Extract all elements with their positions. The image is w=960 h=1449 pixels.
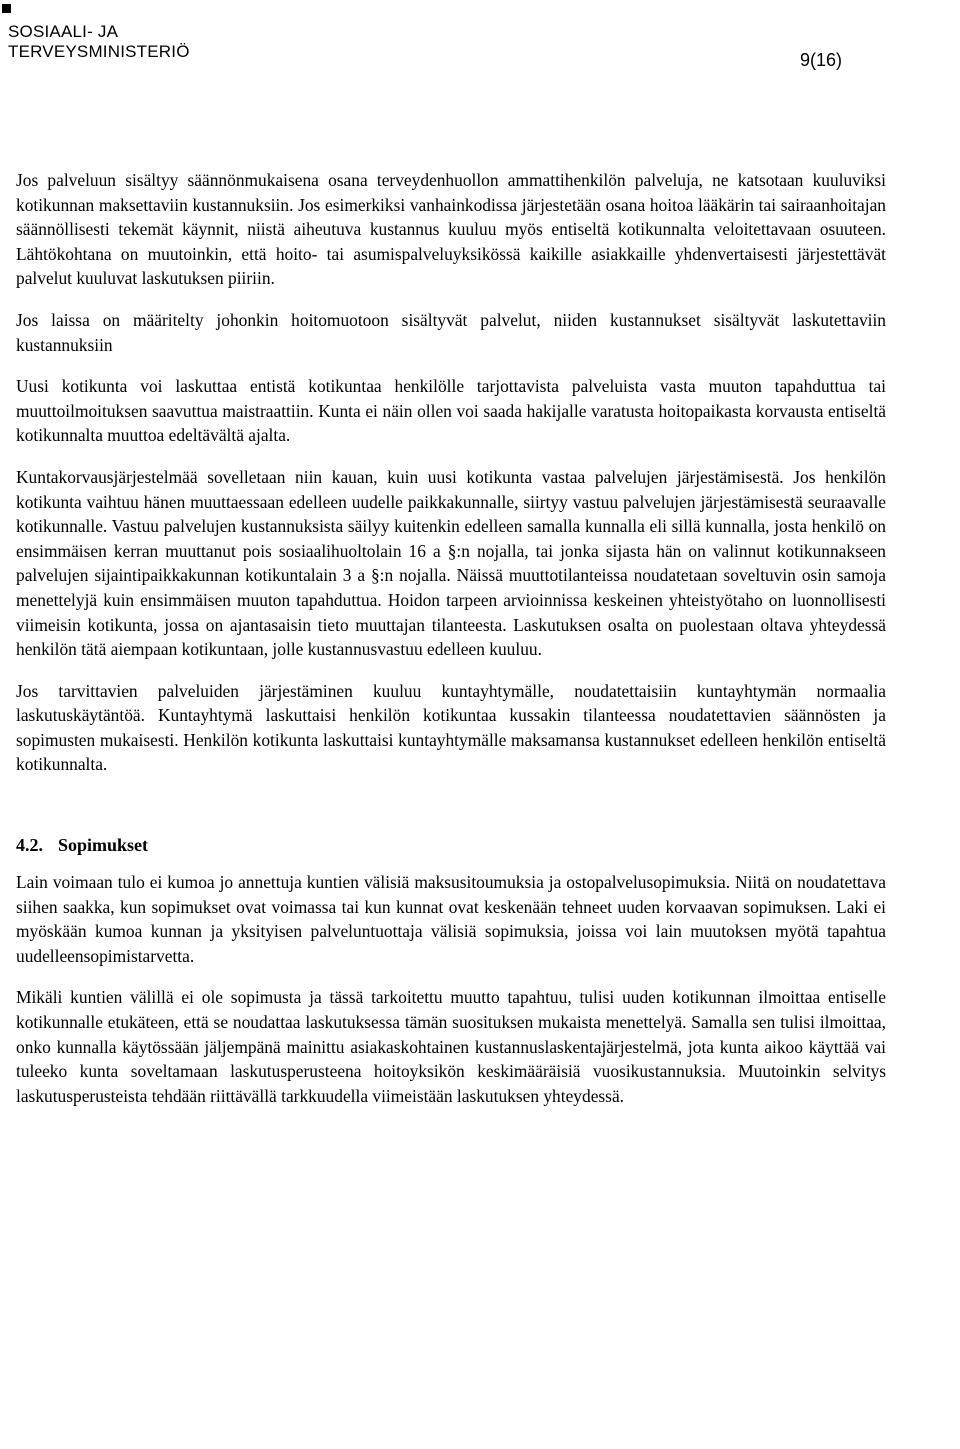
logo-mark	[2, 4, 11, 13]
ministry-name	[8, 22, 190, 62]
document-body	[16, 168, 886, 1125]
paragraph-1: Jos palveluun sisältyy säännönmukaisena osana terveydenhuollon ammattihenkilön palveluja, ne katsotaan kuuluviksi kotikunnan maksettaviin kustannuksiin. Jos esimerkiksi vanhainkodissa järjestetään osana hoitoa lääkärin tai sairaanhoitajan säännöllisesti tekemät käynnit, niistä aiheutuva kustannus kuuluu myös entiseltä kotikunnalta veloitettavaan osuuteen. Lähtökohtana on muutoinkin, että hoito- tai asumispalveluyksikössä kaikille asiakkaille yhdenvertaisesti järjestettävät palvelut kuuluvat laskutuksen piiriin.	[16, 170, 886, 289]
section-number: 4.2.	[16, 835, 43, 856]
paragraph-3: Uusi kotikunta voi laskuttaa entistä kotikuntaa henkilölle tarjottavista palveluista vasta muuton tapahduttua tai muuttoilmoituksen saavuttua maistraattiin. Kunta ei näin ollen voi saada hakijalle varatusta hoitopaikasta korvausta entiseltä kotikunnalta muuttoa edeltävältä ajalta.	[16, 376, 886, 446]
section-heading	[16, 833, 886, 857]
paragraph-2: Jos laissa on määritelty johonkin hoitomuotoon sisältyvät palvelut, niiden kustannukset sisältyvät laskutettaviin kustannuksiin	[16, 309, 886, 355]
page-header	[0, 0, 960, 80]
section-paragraph-1: Lain voimaan tulo ei kumoa jo annettuja kuntien välisiä maksusitoumuksia ja ostopalvelusopimuksia. Niitä on noudatettava siihen saakka, kun sopimukset ovat voimassa tai kun kunnat ovat keskenään tehneet uuden korvaavan sopimuksen. Laki ei myöskään kumoa kunnan ja yksityisen palveluntuottaja välisiä sopimuksia, joissa voi lain muutoksen myötä tapahtua uudelleensopimistarvetta.	[16, 872, 886, 966]
ministry-name-line2: TERVEYSMINISTERIÖ	[8, 42, 190, 61]
section-title: Sopimukset	[58, 835, 149, 856]
paragraph-4: Kuntakorvausjärjestelmää sovelletaan niin kauan, kuin uusi kotikunta vastaa palvelujen järjestämisestä. Jos henkilön kotikunta vaihtuu hänen muuttaessaan edelleen uudelle paikkakunnalle, siirtyy vastuu palvelujen järjestämisestä seuraavalle kotikunnalle. Vastuu palvelujen kustannuksista säilyy kuitenkin edelleen samalla kunnalla eli sillä kunnalla, josta henkilö on ensimmäisen kerran muuttanut pois sosiaalihuoltolain 16 a §:n nojalla, tai jonka sijasta hän on valinnut kotikunnakseen palvelujen sijaintipaikkakunnan kotikuntalain 3 a §:n nojalla. Näissä muuttotilanteissa noudatetaan soveltuvin osin samoja menettelyjä kuin ensimmäisen muuton tapahduttua. Hoidon tarpeen arvioinnissa keskeinen yhteistyötaho on luonnollisesti viimeisin kotikunta, jossa on ajantasaisin tieto muuttajan tilanteesta. Laskutuksen osalta on puolestaan oltava yhteydessä henkilön tätä aiempaan kotikuntaan, jolle kustannusvastuu edelleen kuuluu.	[16, 466, 886, 660]
page-number: 9(16)	[799, 50, 842, 70]
ministry-name-line1: SOSIAALI- JA	[8, 22, 119, 41]
paragraph-5: Jos tarvittavien palveluiden järjestäminen kuuluu kuntayhtymälle, noudatettaisiin kuntayhtymän normaalia laskutuskäytäntöä. Kuntayhtymä laskuttaisi henkilön kotikuntaa kussakin tilanteessa noudatettavien säännösten ja sopimusten mukaisesti. Henkilön kotikunta laskuttaisi kuntayhtymälle maksamansa kustannukset edelleen henkilön entiseltä kotikunnalta.	[16, 680, 886, 775]
section-paragraph-2: Mikäli kuntien välillä ei ole sopimusta ja tässä tarkoitettu muutto tapahtuu, tulisi uuden kotikunnan ilmoittaa entiselle kotikunnalle etukäteen, että se noudattaa laskutuksessa tämän suosituksen mukaista menettelyä. Samalla sen tulisi ilmoittaa, onko kunnalla käytössään jäljempänä mainittu asiakaskohtainen kustannuslaskentajärjestelmä, jota kunta aikoo käyttää vai tuleeko kunta soveltamaan laskutusperusteena hoitoyksikön keskimääräisiä vuosikustannuksia. Muutoinkin selvitys laskutusperusteista tehdään riittävällä tarkkuudella viimeistään laskutuksen yhteydessä.	[16, 987, 886, 1106]
